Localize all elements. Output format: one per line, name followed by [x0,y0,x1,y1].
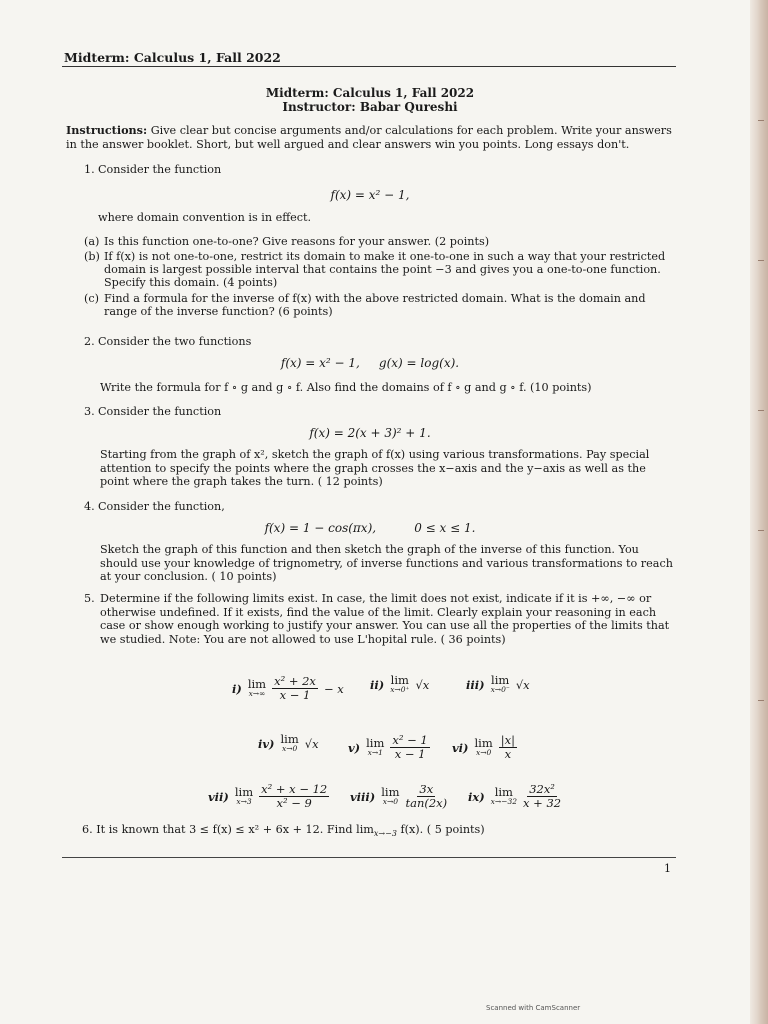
instructions [66,124,678,151]
numerator: |x| [500,733,516,747]
denominator: x + 32 [523,796,562,810]
limit-expression: √x [415,678,430,692]
limit-label: vii) [208,789,229,804]
q1-c-text: Find a formula for the inverse of f(x) with the above restricted domain. What is the domain and range of the inverse function? (6 points) [104,292,646,319]
limit-operator [490,784,518,807]
q2-intro: Consider the two functions [98,335,252,348]
lim-word: lim [234,784,254,799]
denominator: tan(2x) [405,796,448,810]
limit-2 [370,675,429,695]
lim-subscript: x→0⁺ [390,685,410,694]
q6-tail: f(x). ( 5 points) [396,823,485,836]
limit-5 [348,734,430,761]
limit-operator [234,784,254,807]
numerator: 32x² [529,782,555,796]
limit-8 [350,783,447,810]
numerator: x² + x − 12 [261,782,328,796]
limit-operator [366,735,385,758]
instructions-label: Instructions: [66,123,148,137]
lim-word: lim [381,784,400,799]
lim-subscript: x→0⁻ [490,685,510,694]
q1-a-label: (a) [84,235,100,248]
limit-label: i) [232,681,242,696]
q5-text: Determine if the following limits exist. In case, the limit does not exist, indicate if it is +∞, −∞ or otherwise undefined. If it exists, find the value of the limit. Clearly explain your reasoning in each case or show enough working to justify your answer. You can use all the properties of the limits that we studied. Note: You are not allowed to use L'hopital rule. ( 36 points) [100,592,670,646]
limit-4 [258,734,319,754]
limit-7 [208,783,329,810]
limit-3 [466,675,530,695]
lim-word: lim [474,735,493,750]
q3-intro: Consider the function [98,405,222,418]
limit-label: ix) [468,789,485,804]
scanner-watermark: Scanned with CamScanner [486,1004,581,1012]
instructor-line: Instructor: Babar Qureshi [282,100,458,114]
q1-b-label: (b) [84,250,100,263]
fraction [499,734,517,761]
lim-subscript: x→1 [367,747,383,757]
denominator: x − 1 [394,747,426,761]
q4-number: 4. [84,500,95,513]
page-number: 1 [664,862,671,875]
lim-subscript: x→0 [281,744,298,753]
limit-expression: √x [304,737,319,751]
q1-equation: f(x) = x² − 1, [330,188,410,202]
limit-operator [390,675,409,695]
running-head: Midterm: Calculus 1, Fall 2022 [64,50,281,65]
limit-label: viii) [350,789,376,804]
lim-subscript: x→∞ [248,688,266,698]
q1-part-a [84,235,676,248]
exam-title: Midterm: Calculus 1, Fall 2022 [265,86,475,100]
limit-label: iii) [466,678,485,692]
limit-9 [468,783,561,810]
q1-c-label: (c) [84,292,99,305]
fraction [259,783,329,810]
q3-number: 3. [84,405,95,418]
lim-word: lim [247,676,267,691]
fraction [406,783,448,810]
footer-rule [62,857,676,858]
instructions-text: Give clear but concise arguments and/or calculations for each problem. Write your answers in the answer booklet. Short, but well argued and clear answers win you points. Long essays don't. [66,124,672,151]
lim-subscript: x→−32 [490,796,518,806]
fraction [272,675,318,702]
limit-label: v) [348,740,361,755]
lim-subscript: x→0 [382,796,399,806]
lim-word: lim [280,732,299,746]
q1-number: 1. [84,163,95,176]
numerator: 3x [419,782,434,796]
q6-text: It is known that 3 ≤ f(x) ≤ x² + 6x + 12. Find lim [96,823,374,836]
q3-equation: f(x) = 2(x + 3)² + 1. [309,426,431,440]
fraction [523,783,561,810]
lim-subscript: x→0 [475,747,492,757]
limit-label: ii) [370,678,385,692]
q5-number: 5. [84,592,95,605]
limit-operator [281,734,299,754]
numerator: x² + 2x [274,674,316,688]
q1-part-c [84,292,676,319]
lim-word: lim [390,673,409,687]
q2-number: 2. [84,335,95,348]
limit-label: iv) [258,737,275,751]
header-rule [62,66,676,67]
lim-word: lim [494,784,513,799]
q1-a-text: Is this function one-to-one? Give reasons for your answer. (2 points) [104,235,490,248]
denominator: x − 1 [279,688,311,702]
denominator: x² − 9 [276,796,312,810]
q3-task: Starting from the graph of x², sketch the graph of f(x) using various transformations. Pay special attention to specify the points where the graph crosses the x−axis and the y−axis as well as the point where the graph takes the turn. ( 12 points) [100,448,650,488]
fraction [390,734,429,761]
limit-label: vi) [452,740,469,755]
q6-limit-sub: x→−3 [373,829,397,839]
q4-equation: f(x) = 1 − cos(πx), 0 ≤ x ≤ 1. [264,521,476,535]
limit-operator [247,676,267,699]
q1-b-text: If f(x) is not one-to-one, restrict its domain to make it one-to-one in such a way that your restricted domain is largest possible interval that contains the point −3 and gives you a one-to-one function. Specify this domain. (4 points) [104,250,666,290]
q1-convention: where domain convention is in effect. [98,211,312,224]
limit-1 [232,675,344,702]
limit-6 [452,734,517,761]
lim-word: lim [491,673,510,687]
limit-expression: √x [515,678,530,692]
denominator: x [504,747,512,761]
lim-word: lim [366,735,385,750]
q6-number: 6. [82,823,93,836]
q1-part-b [84,250,676,290]
q6 [82,823,682,841]
q1-intro: Consider the function [98,163,222,176]
limit-operator [474,735,493,758]
q4-intro: Consider the function, [98,500,225,513]
q4-task: Sketch the graph of this function and then sketch the graph of the inverse of this function. You should use your knowledge of trignometry, of inverse functions and various transformations to reach at your conclusion. ( 10 points) [100,543,673,583]
lim-subscript: x→3 [236,796,252,806]
limit-tail: − x [323,681,344,696]
limit-operator [491,675,510,695]
limit-operator [381,784,400,807]
q2-task: Write the formula for f ∘ g and g ∘ f. Also find the domains of f ∘ g and g ∘ f. (10 points) [100,381,592,394]
numerator: x² − 1 [392,733,428,747]
page-edge [750,0,768,1024]
q2-equation: f(x) = x² − 1, g(x) = log(x). [280,356,460,370]
